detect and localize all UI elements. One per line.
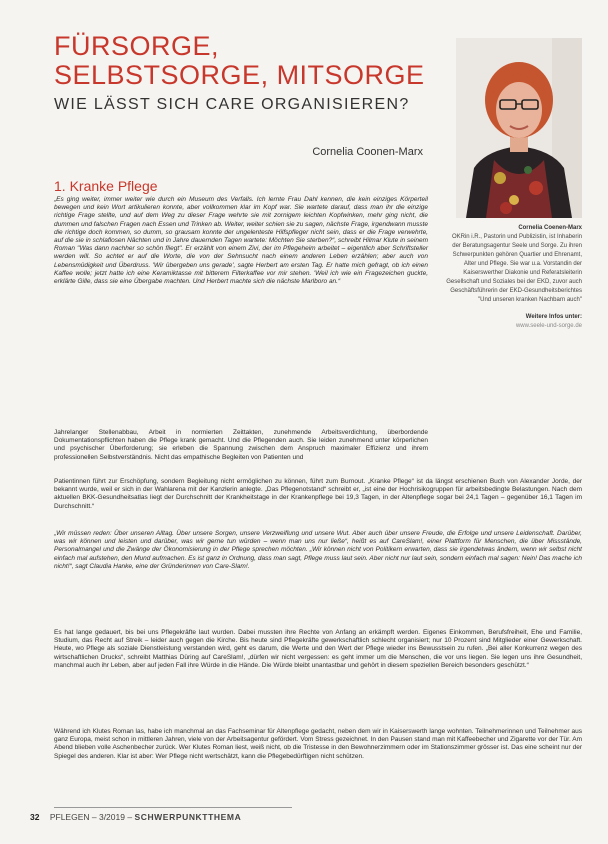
sidebar-website-link[interactable]: www.seele-und-sorge.de (515, 323, 582, 329)
article-paragraph-5: Während ich Klutes Roman las, habe ich manchmal an das Fachseminar für Altenpflege gedacht, neben dem wir in Kaiserswerth lange wohnten. Teilnehmerinnen und Teilnehmer aus ganz Europa, meist schon in mittleren Jahren, viele von der Arbeitsagentur gefördert. Vom Stress gezeichnet. In den Pausen stand man mit Kaffeebecher und Zigarette vor der Tür. Am Abend blieben volle Aschenbecher zurück. Wer Klutes Roman liest, weiß nicht, ob die Tristesse in den Bewohnerzimmern oder im Stationszimmer grösser ist. Das eine scheint nur der Spiegel des anderen. Klar ist aber: Wer Pflege nicht wertschätzt, kann die Pflegebedürftigen nicht schützen. (54, 728, 582, 760)
article-subtitle: WIE LÄSST SICH CARE ORGANISIEREN? (54, 96, 410, 113)
author-portrait-illustration (456, 38, 582, 218)
page-number: 32 (30, 812, 40, 822)
sidebar-author-bio: OKRin i.R., Pastorin und Publizistin, ist Inhaberin der Beratungsagentur Seele und Sorge. Zu ihren Schwerpunkten gehören Quartier und Ehrenamt, Alter und Pflege. Sie war u.a. Vorstandin der Kaiserswerther Diakonie und Referatsleiterin Gesellschaft und Soziales bei der EKD, zuvor auch Geschäftsführerin der EKD-Gesundheitsberichtes "Und unseren kranken Nachbarn auch" (446, 234, 582, 303)
sidebar-more-info-label: Weitere Infos unter: (525, 314, 582, 320)
article-paragraph-4: Es hat lange gedauert, bis bei uns Pflegekräfte laut wurden. Dabei mussten ihre Rechte von Anfang an erkämpft werden. Eigenes Einkommen, Berufsfreiheit, Ehe und Familie, Studium, das Recht auf Streik – leider auch gegen die Kirche. Bis heute sind Pflegekräfte gewerkschaftlich schlecht organisiert; nur 10 Prozent sind Mitglieder einer Gewerkschaft. Heute, wo Pflege als soziale Dienstleistung verstanden wird, geht es darum, die Werte und den Wert der Pflege wieder ins Bewusstsein zu rufen. „Bei aller Konkurrenz wegen des wirtschaftlichen Drucks“, schreibt Matthias Düring auf CareSlam!, „dürfen wir nicht vergessen: es geht immer um die Menschen, die vor uns liegen. Sie legen uns ihre Gesundheit, manchmal auch ihr Leben, aber auf jeden Fall ihre Würde in die Hände. Die Würde bleibt unantastbar und gehört in diesem speziellen Bereich besonders geschützt.“ (54, 629, 582, 669)
author-sidebar (446, 224, 582, 331)
sidebar-author-name: Cornelia Coenen-Marx (518, 225, 582, 231)
article-author: Cornelia Coonen-Marx (312, 146, 423, 158)
section-heading: 1. Kranke Pflege (54, 178, 158, 194)
article-paragraph-2: Jahrelanger Stellenabbau, Arbeit in normierten Zeittakten, zunehmende Arbeitsverdichtung, überbordende Dokumentationspflichten haben die Pflege krank gemacht. Und die Pflegenden auch. Sie leiden zunehmend unter körperlichen und psychischer Überforderung; sie erleben die Spannung zwischen dem Anspruch maximaler Effizienz und ihrem professionellen Selbstverständnis. Nicht das empathische Begleiten von Patienten und (54, 429, 428, 461)
article-title: FÜRSORGE, SELBSTSORGE, MITSORGE (54, 31, 425, 90)
author-photo (456, 38, 582, 218)
article-paragraph-1: „Es ging weiter, immer weiter wie durch ein Museum des Verfalls. Ich lernte Frau Dahl kennen, die kein einziges Körperteil bewegen und kein Wort artikulieren konnte, aber vollkommen klar im Kopf war. Sie wartete darauf, dass man ihr die einzige richtige Frage stellte, und auf dem Weg zu dieser Frage wehrte sie mit zornigem leichten Kopfwinken, mehr ging nicht, die dummen und falschen Fragen nach Essen und Trinken ab. Weiter, weiter schien sie zu sagen, nächste Frage, irgendwann musste die richtige doch kommen, so dumm, so grausam konnte der ungelenteste Hilfspfleger nicht sein, dass er die Frage verwehrte, auf die sie in schlaflosen Nächten und in Jahre dauernden Tagen wartete: Möchten Sie sterben?“, schreibt Hilmar Klute in seinem Roman "Was dann nachher so schön fliegt". Er erzählt von einem Zivi, der im Pflegeheim arbeitet – eigentlich aber Schriftsteller werden will. So achtet er auf die Worte, die von der Sehnsucht nach einem anderen Leben erzählen; aber auch von Lebensmüdigkeit und Überdruss. 'Wir übergeben uns gerade', sagte Herbert am ersten Tag. Er hatte mich gefragt, ob ich einen Kaffee wolle; jetzt hatte ich eine Keramiktasse mit bitterem Filterkaffee vor mir stehen. 'Weil ich wie ein Fragezeichen guckte, erklärte Gille, dass sie eine Übergabe machten. Und Herbert machte sich die nächste Marlboro an.“ (54, 196, 428, 286)
article-paragraph-2-continued: Patientinnen führt zur Erschöpfung, sondern Begleitung nicht ermöglichen zu können, führt zum Burnout. „Kranke Pflege“ ist da längst erschienen Buch von Alexander Jorde, der bekannt wurde, weil er sich in der Wahlarena mit der Kanzlerin anlegte. „Das Pflegenotstand“ schreibt er, „ist eine der Hochrisikogruppen für arbeitsbedingte Belastungen. Nach dem aktuellen BKK-Gesundheitsatlas liegt der Durchschnitt der Krankheitstage in der Krankenpflege bei 19,3 Tagen, in der Altenpflege sogar bei 24,1 Tagen – gegenüber 16,1 Tagen im Durchschnitt.“ (54, 478, 582, 510)
article-paragraph-3: „Wir müssen reden: Über unseren Alltag. Über unsere Sorgen, unsere Verzweiflung und unsere Wut. Aber auch über unsere Freude, die Erfolge und unsere Leidenschaft. Darüber, was wir können und leisten und darüber, was wir gerne tun würden – wenn man uns nur ließe“, heißt es auf CareSlam!, einer Plattform für Menschen, die über Missstände, Personalmangel und die Zwänge der Ökonomisierung in der Pflege sprechen möchten. „Wir können nicht von Politikern erwarten, dass sie irgendetwas ändern, wenn wir selbst nicht einfach mal aufstehen, den Mund aufmachen. Es ist ganz in Ordnung, dass man sagt, Pflege muss laut sein. Aber nicht nur laut sein, sondern einfach mal sagen: Nein! Das mache ich nicht!“, sagt Claudia Hanke, eine der Gründerinnen von Care-Slam!. (54, 530, 582, 570)
footer-section-name: SCHWERPUNKTTHEMA (134, 812, 242, 822)
magazine-issue: PFLEGEN – 3/2019 – (49, 812, 133, 822)
footer-divider (54, 807, 292, 808)
page-footer (30, 812, 241, 822)
